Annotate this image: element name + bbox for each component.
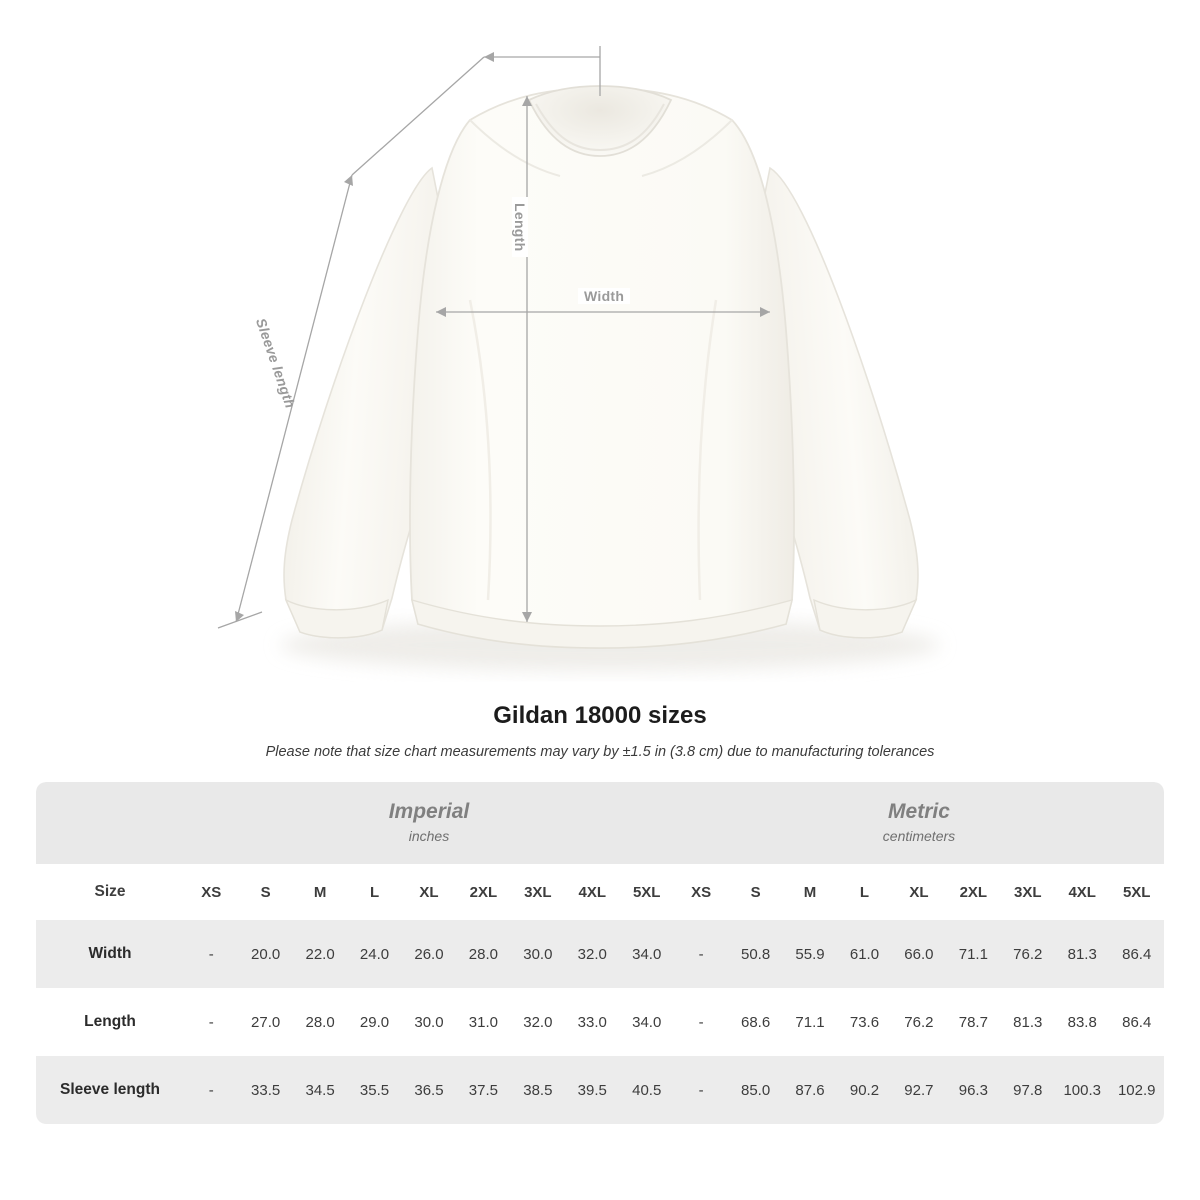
header-imperial-s: S <box>238 864 292 920</box>
cell-width-metric-5xl: 86.4 <box>1109 920 1164 988</box>
imperial-unit-cell <box>184 782 674 864</box>
cell-length-metric-s: 68.6 <box>728 988 782 1056</box>
cell-sleeve-imperial-s: 33.5 <box>238 1056 292 1124</box>
header-imperial-xl: XL <box>402 864 456 920</box>
cell-length-metric-4xl: 83.8 <box>1055 988 1109 1056</box>
header-imperial-2xl: 2XL <box>456 864 510 920</box>
header-metric-xl: XL <box>892 864 946 920</box>
cell-width-imperial-xs: - <box>184 920 238 988</box>
header-metric-3xl: 3XL <box>1001 864 1055 920</box>
header-metric-2xl: 2XL <box>946 864 1000 920</box>
header-metric-xs: XS <box>674 864 728 920</box>
cell-width-imperial-3xl: 30.0 <box>511 920 565 988</box>
metric-unit-title: Metric <box>888 799 950 823</box>
cell-sleeve-metric-2xl: 96.3 <box>946 1056 1000 1124</box>
page-title: Gildan 18000 sizes <box>493 702 707 729</box>
cell-sleeve-metric-3xl: 97.8 <box>1001 1056 1055 1124</box>
header-imperial-xs: XS <box>184 864 238 920</box>
cell-sleeve-imperial-xl: 36.5 <box>402 1056 456 1124</box>
header-imperial-l: L <box>347 864 401 920</box>
cell-sleeve-imperial-l: 35.5 <box>347 1056 401 1124</box>
cell-width-metric-xl: 66.0 <box>892 920 946 988</box>
cell-width-metric-l: 61.0 <box>837 920 891 988</box>
unit-spacer-cell <box>36 782 184 864</box>
cell-length-imperial-xs: - <box>184 988 238 1056</box>
cell-length-metric-3xl: 81.3 <box>1001 988 1055 1056</box>
unit-header-row <box>36 782 1164 864</box>
imperial-unit-title: Imperial <box>388 799 470 823</box>
metric-unit-sub: centimeters <box>882 827 956 844</box>
cell-width-metric-s: 50.8 <box>728 920 782 988</box>
cell-width-imperial-5xl: 34.0 <box>620 920 674 988</box>
header-metric-5xl: 5XL <box>1109 864 1164 920</box>
cell-width-metric-3xl: 76.2 <box>1001 920 1055 988</box>
sleeve-length-dimension-label: Sleeve length <box>252 316 299 411</box>
table-row <box>36 920 1164 988</box>
row-label-width: Width <box>36 920 184 988</box>
cell-length-imperial-l: 29.0 <box>347 988 401 1056</box>
header-metric-l: L <box>837 864 891 920</box>
cell-width-metric-xs: - <box>674 920 728 988</box>
width-dimension-label: Width <box>578 288 630 304</box>
cell-length-imperial-xl: 30.0 <box>402 988 456 1056</box>
cell-sleeve-metric-xl: 92.7 <box>892 1056 946 1124</box>
cell-width-metric-m: 55.9 <box>783 920 837 988</box>
size-header-label: Size <box>36 864 184 920</box>
cell-width-imperial-xl: 26.0 <box>402 920 456 988</box>
size-header-row <box>36 864 1164 920</box>
cell-sleeve-metric-5xl: 102.9 <box>1109 1056 1164 1124</box>
table-row <box>36 1056 1164 1124</box>
table-row <box>36 988 1164 1056</box>
cell-width-imperial-l: 24.0 <box>347 920 401 988</box>
row-label-length: Length <box>36 988 184 1056</box>
header-metric-s: S <box>728 864 782 920</box>
cell-length-metric-5xl: 86.4 <box>1109 988 1164 1056</box>
cell-sleeve-imperial-5xl: 40.5 <box>620 1056 674 1124</box>
cell-width-imperial-2xl: 28.0 <box>456 920 510 988</box>
cell-length-metric-2xl: 78.7 <box>946 988 1000 1056</box>
cell-length-metric-m: 71.1 <box>783 988 837 1056</box>
cell-sleeve-metric-l: 90.2 <box>837 1056 891 1124</box>
cell-width-metric-2xl: 71.1 <box>946 920 1000 988</box>
cell-sleeve-metric-m: 87.6 <box>783 1056 837 1124</box>
cell-sleeve-imperial-xs: - <box>184 1056 238 1124</box>
cell-sleeve-metric-4xl: 100.3 <box>1055 1056 1109 1124</box>
metric-unit-cell <box>674 782 1164 864</box>
cell-length-imperial-5xl: 34.0 <box>620 988 674 1056</box>
header-imperial-m: M <box>293 864 347 920</box>
cell-sleeve-imperial-3xl: 38.5 <box>511 1056 565 1124</box>
cell-length-metric-xs: - <box>674 988 728 1056</box>
cell-sleeve-metric-s: 85.0 <box>728 1056 782 1124</box>
cell-sleeve-imperial-m: 34.5 <box>293 1056 347 1124</box>
cell-width-metric-4xl: 81.3 <box>1055 920 1109 988</box>
cell-length-imperial-s: 27.0 <box>238 988 292 1056</box>
cell-length-imperial-4xl: 33.0 <box>565 988 619 1056</box>
header-metric-4xl: 4XL <box>1055 864 1109 920</box>
imperial-unit-sub: inches <box>408 827 450 844</box>
cell-width-imperial-m: 22.0 <box>293 920 347 988</box>
cell-length-metric-xl: 76.2 <box>892 988 946 1056</box>
length-dimension-label: Length <box>512 197 528 257</box>
cell-length-imperial-m: 28.0 <box>293 988 347 1056</box>
cell-length-metric-l: 73.6 <box>837 988 891 1056</box>
cell-sleeve-imperial-4xl: 39.5 <box>565 1056 619 1124</box>
cell-length-imperial-3xl: 32.0 <box>511 988 565 1056</box>
tolerance-note: Please note that size chart measurements may vary by ±1.5 in (3.8 cm) due to manufacturing tolerances <box>265 744 935 760</box>
header-metric-m: M <box>783 864 837 920</box>
row-label-sleeve-length: Sleeve length <box>36 1056 184 1124</box>
header-imperial-5xl: 5XL <box>620 864 674 920</box>
cell-sleeve-imperial-2xl: 37.5 <box>456 1056 510 1124</box>
size-table-wrapper <box>36 782 1164 1124</box>
size-chart-table <box>36 782 1164 1124</box>
cell-width-imperial-s: 20.0 <box>238 920 292 988</box>
header-imperial-4xl: 4XL <box>565 864 619 920</box>
cell-length-imperial-2xl: 31.0 <box>456 988 510 1056</box>
cell-width-imperial-4xl: 32.0 <box>565 920 619 988</box>
cell-sleeve-metric-xs: - <box>674 1056 728 1124</box>
header-imperial-3xl: 3XL <box>511 864 565 920</box>
